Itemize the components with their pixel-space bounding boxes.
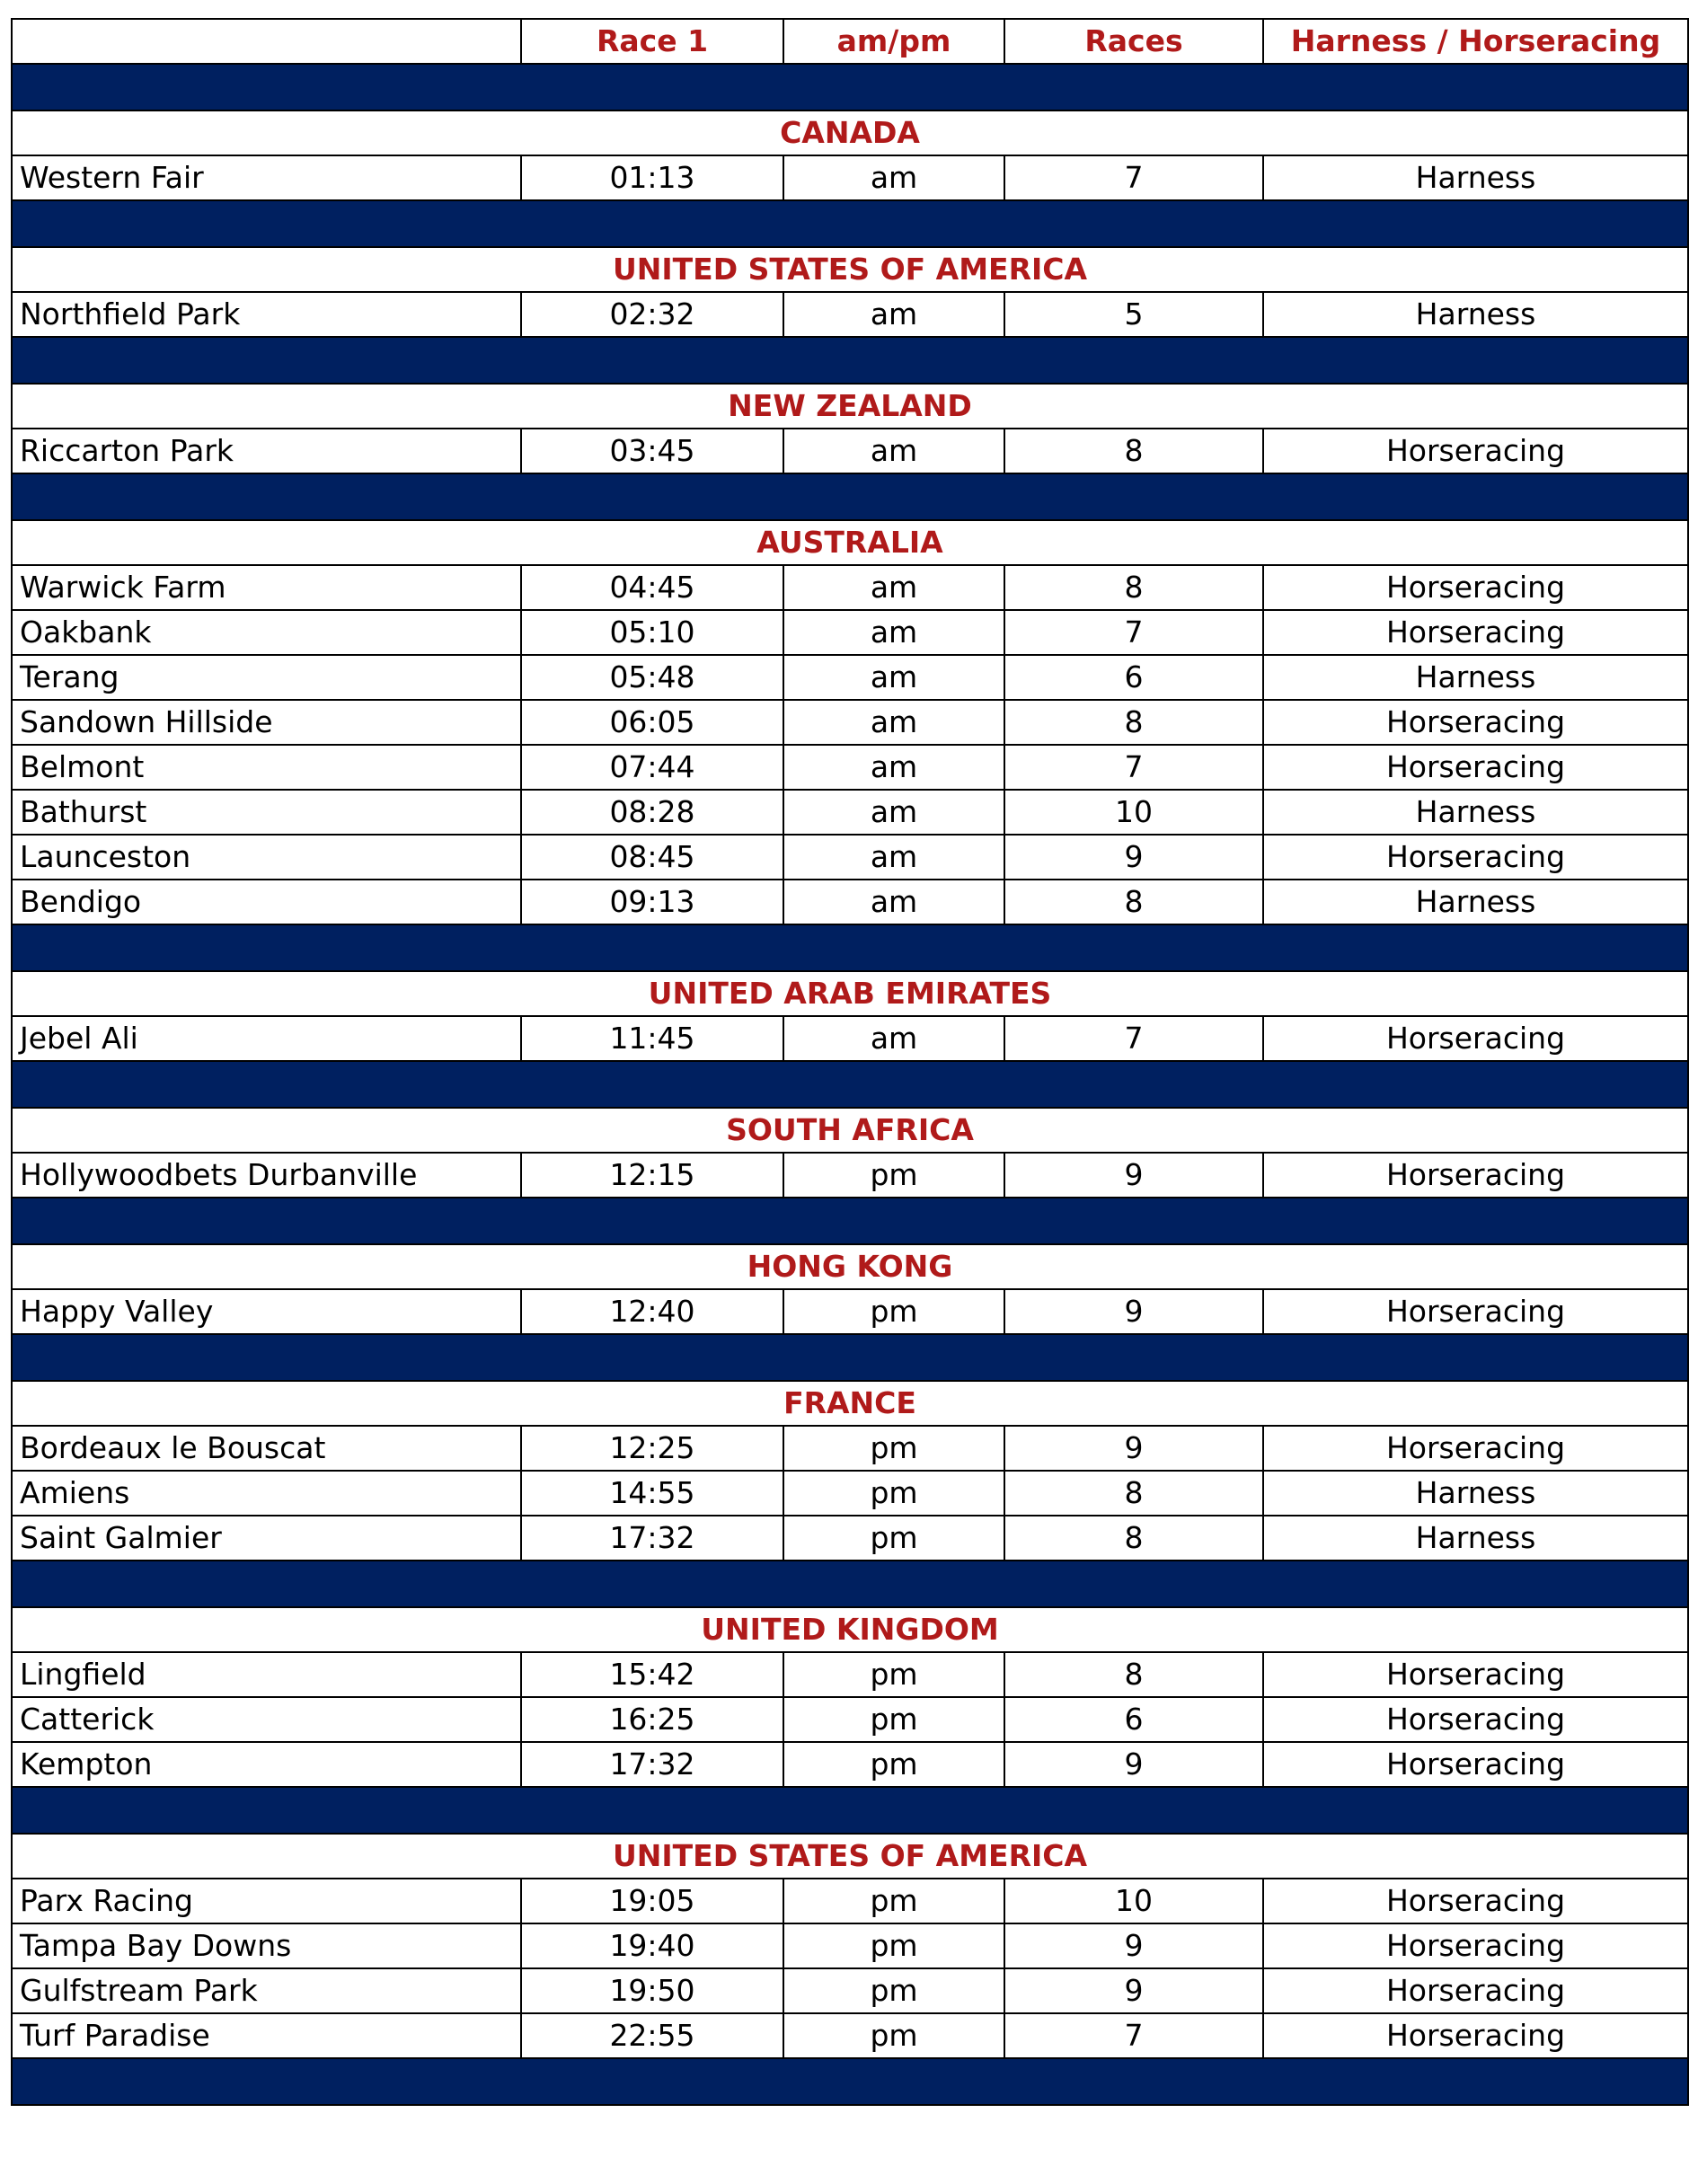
venue-cell: Jebel Ali [12,1016,521,1061]
race-type-cell: Horseracing [1263,2013,1688,2058]
table-row [12,700,1688,745]
header-type: Harness / Horseracing [1263,19,1688,64]
races-count-cell: 8 [1004,1652,1263,1697]
race1-time-cell: 22:55 [521,2013,783,2058]
races-count-cell: 9 [1004,1968,1263,2013]
country-header-row [12,1108,1688,1153]
ampm-cell: pm [783,1923,1004,1968]
race1-time-cell: 04:45 [521,565,783,610]
race-type-cell: Horseracing [1263,1426,1688,1471]
section-separator [12,473,1688,520]
country-header-row [12,247,1688,292]
separator-bar [12,64,1688,111]
races-count-cell: 9 [1004,1153,1263,1198]
race-schedule-table [11,18,1689,2106]
races-count-cell: 8 [1004,880,1263,924]
table-row [12,2013,1688,2058]
race-type-cell: Horseracing [1263,1652,1688,1697]
country-header-row [12,1834,1688,1879]
separator-bar [12,473,1688,520]
table-row [12,1923,1688,1968]
table-row [12,1516,1688,1561]
ampm-cell: am [783,790,1004,835]
race-type-cell: Harness [1263,1516,1688,1561]
race1-time-cell: 19:05 [521,1879,783,1923]
ampm-cell: pm [783,2013,1004,2058]
venue-cell: Riccarton Park [12,429,521,473]
section-separator [12,1787,1688,1834]
races-count-cell: 7 [1004,155,1263,200]
section-separator [12,64,1688,111]
separator-bar [12,337,1688,384]
venue-cell: Belmont [12,745,521,790]
ampm-cell: am [783,610,1004,655]
race-type-cell: Horseracing [1263,565,1688,610]
venue-cell: Parx Racing [12,1879,521,1923]
table-row [12,835,1688,880]
country-name: UNITED KINGDOM [12,1607,1688,1652]
race-type-cell: Horseracing [1263,1968,1688,2013]
race1-time-cell: 11:45 [521,1016,783,1061]
separator-bar [12,200,1688,247]
race-type-cell: Horseracing [1263,1697,1688,1742]
races-count-cell: 6 [1004,655,1263,700]
section-separator [12,1198,1688,1244]
table-row [12,1968,1688,2013]
ampm-cell: am [783,700,1004,745]
table-row [12,1426,1688,1471]
race-type-cell: Harness [1263,655,1688,700]
separator-bar [12,1561,1688,1607]
venue-cell: Hollywoodbets Durbanville [12,1153,521,1198]
separator-bar [12,1198,1688,1244]
ampm-cell: pm [783,1153,1004,1198]
table-row [12,429,1688,473]
table-row [12,1652,1688,1697]
table-row [12,155,1688,200]
section-separator [12,1061,1688,1108]
country-name: HONG KONG [12,1244,1688,1289]
venue-cell: Oakbank [12,610,521,655]
country-header-row [12,384,1688,429]
races-count-cell: 8 [1004,1471,1263,1516]
venue-cell: Amiens [12,1471,521,1516]
table-row [12,880,1688,924]
ampm-cell: pm [783,1742,1004,1787]
ampm-cell: am [783,1016,1004,1061]
country-header-row [12,1381,1688,1426]
country-name: SOUTH AFRICA [12,1108,1688,1153]
country-name: UNITED ARAB EMIRATES [12,971,1688,1016]
venue-cell: Gulfstream Park [12,1968,521,2013]
section-separator [12,1561,1688,1607]
country-header-row [12,1244,1688,1289]
races-count-cell: 5 [1004,292,1263,337]
separator-bar [12,924,1688,971]
venue-cell: Terang [12,655,521,700]
race1-time-cell: 03:45 [521,429,783,473]
races-count-cell: 9 [1004,1742,1263,1787]
country-name: CANADA [12,111,1688,155]
country-name: NEW ZEALAND [12,384,1688,429]
country-header-row [12,111,1688,155]
races-count-cell: 7 [1004,2013,1263,2058]
race-type-cell: Horseracing [1263,1923,1688,1968]
race1-time-cell: 12:40 [521,1289,783,1334]
country-header-row [12,520,1688,565]
race1-time-cell: 05:10 [521,610,783,655]
races-count-cell: 9 [1004,1289,1263,1334]
race1-time-cell: 12:25 [521,1426,783,1471]
races-count-cell: 9 [1004,1923,1263,1968]
ampm-cell: pm [783,1516,1004,1561]
races-count-cell: 9 [1004,835,1263,880]
race-type-cell: Horseracing [1263,1879,1688,1923]
table-row [12,1697,1688,1742]
race1-time-cell: 16:25 [521,1697,783,1742]
country-name: FRANCE [12,1381,1688,1426]
separator-bar [12,1787,1688,1834]
ampm-cell: pm [783,1289,1004,1334]
race1-time-cell: 19:40 [521,1923,783,1968]
ampm-cell: am [783,835,1004,880]
venue-cell: Western Fair [12,155,521,200]
header-ampm: am/pm [783,19,1004,64]
races-count-cell: 6 [1004,1697,1263,1742]
ampm-cell: pm [783,1879,1004,1923]
race-type-cell: Horseracing [1263,1289,1688,1334]
race-type-cell: Harness [1263,790,1688,835]
venue-cell: Sandown Hillside [12,700,521,745]
ampm-cell: pm [783,1968,1004,2013]
separator-bar [12,1061,1688,1108]
race1-time-cell: 09:13 [521,880,783,924]
ampm-cell: am [783,880,1004,924]
country-name: UNITED STATES OF AMERICA [12,1834,1688,1879]
ampm-cell: am [783,565,1004,610]
race-type-cell: Horseracing [1263,1153,1688,1198]
table-row [12,1016,1688,1061]
race1-time-cell: 07:44 [521,745,783,790]
venue-cell: Kempton [12,1742,521,1787]
table-row [12,292,1688,337]
venue-cell: Warwick Farm [12,565,521,610]
separator-bar [12,2058,1688,2105]
header-row [12,19,1688,64]
venue-cell: Bordeaux le Bouscat [12,1426,521,1471]
header-race1: Race 1 [521,19,783,64]
race1-time-cell: 17:32 [521,1516,783,1561]
race-type-cell: Harness [1263,292,1688,337]
country-header-row [12,1607,1688,1652]
venue-cell: Happy Valley [12,1289,521,1334]
table-row [12,1742,1688,1787]
section-separator [12,200,1688,247]
ampm-cell: pm [783,1697,1004,1742]
ampm-cell: am [783,155,1004,200]
races-count-cell: 8 [1004,1516,1263,1561]
race1-time-cell: 02:32 [521,292,783,337]
races-count-cell: 10 [1004,1879,1263,1923]
race1-time-cell: 08:45 [521,835,783,880]
table-row [12,1879,1688,1923]
races-count-cell: 8 [1004,700,1263,745]
race1-time-cell: 12:15 [521,1153,783,1198]
race1-time-cell: 14:55 [521,1471,783,1516]
table-row [12,790,1688,835]
race1-time-cell: 19:50 [521,1968,783,2013]
country-header-row [12,971,1688,1016]
venue-cell: Launceston [12,835,521,880]
race-type-cell: Horseracing [1263,745,1688,790]
venue-cell: Bathurst [12,790,521,835]
country-name: AUSTRALIA [12,520,1688,565]
section-separator [12,924,1688,971]
race-type-cell: Harness [1263,880,1688,924]
ampm-cell: am [783,292,1004,337]
races-count-cell: 8 [1004,429,1263,473]
race1-time-cell: 08:28 [521,790,783,835]
table-row [12,1289,1688,1334]
table-row [12,655,1688,700]
header-venue [12,19,521,64]
separator-bar [12,1334,1688,1381]
races-count-cell: 9 [1004,1426,1263,1471]
ampm-cell: pm [783,1426,1004,1471]
races-count-cell: 7 [1004,745,1263,790]
ampm-cell: am [783,655,1004,700]
race-type-cell: Harness [1263,155,1688,200]
races-count-cell: 7 [1004,1016,1263,1061]
races-count-cell: 10 [1004,790,1263,835]
venue-cell: Turf Paradise [12,2013,521,2058]
ampm-cell: am [783,429,1004,473]
race1-time-cell: 15:42 [521,1652,783,1697]
race-type-cell: Horseracing [1263,610,1688,655]
section-separator [12,337,1688,384]
header-races: Races [1004,19,1263,64]
venue-cell: Bendigo [12,880,521,924]
table-row [12,1471,1688,1516]
race-type-cell: Horseracing [1263,1016,1688,1061]
races-count-cell: 8 [1004,565,1263,610]
venue-cell: Saint Galmier [12,1516,521,1561]
races-count-cell: 7 [1004,610,1263,655]
race1-time-cell: 06:05 [521,700,783,745]
race-type-cell: Harness [1263,1471,1688,1516]
race-type-cell: Horseracing [1263,700,1688,745]
table-row [12,1153,1688,1198]
venue-cell: Northfield Park [12,292,521,337]
ampm-cell: pm [783,1471,1004,1516]
section-separator [12,2058,1688,2105]
table-row [12,610,1688,655]
race1-time-cell: 05:48 [521,655,783,700]
venue-cell: Lingfield [12,1652,521,1697]
race-type-cell: Horseracing [1263,835,1688,880]
section-separator [12,1334,1688,1381]
race-type-cell: Horseracing [1263,1742,1688,1787]
table-row [12,565,1688,610]
race1-time-cell: 01:13 [521,155,783,200]
venue-cell: Catterick [12,1697,521,1742]
race1-time-cell: 17:32 [521,1742,783,1787]
ampm-cell: pm [783,1652,1004,1697]
country-name: UNITED STATES OF AMERICA [12,247,1688,292]
venue-cell: Tampa Bay Downs [12,1923,521,1968]
table-row [12,745,1688,790]
ampm-cell: am [783,745,1004,790]
race-type-cell: Horseracing [1263,429,1688,473]
